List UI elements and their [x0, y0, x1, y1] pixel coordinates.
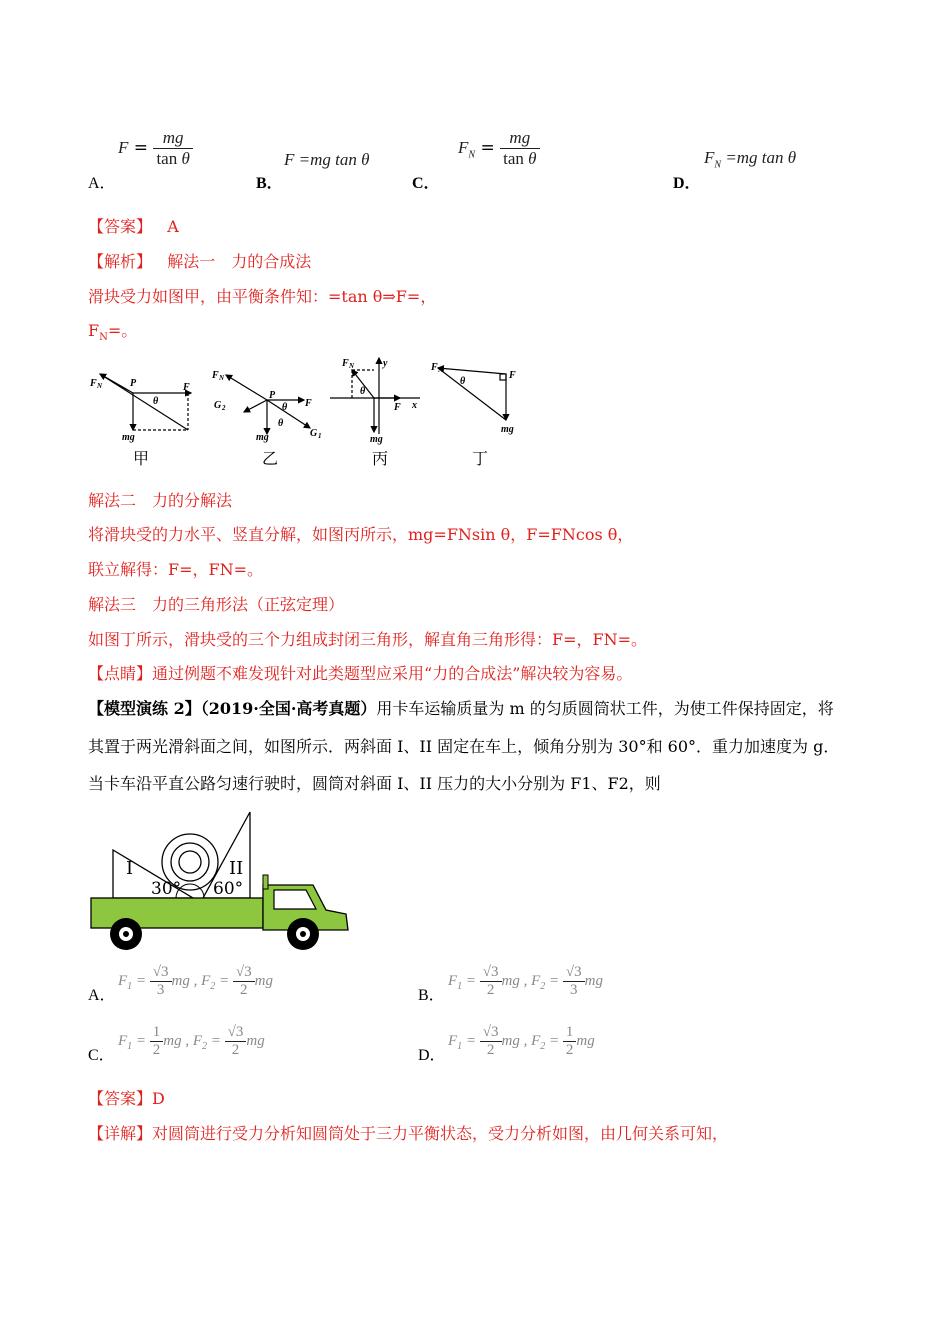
q2-option-c-label[interactable]: C．: [88, 1047, 115, 1064]
svg-text:N: N: [97, 382, 103, 390]
analysis-tag: 【解析】: [88, 252, 153, 271]
svg-text:mg: mg: [256, 432, 269, 443]
option-c-formula: $F_N$ = $\frac{mg}{\text{tan θ}}$: [458, 128, 540, 169]
svg-text:x: x: [412, 400, 417, 411]
figure-caption-ding: 丁: [472, 449, 489, 468]
q2-option-b-formula: $F_1$ = $\frac{√3}{2}$ mg , $F_2$ = $\frac{√3}{3}$ mg: [448, 964, 603, 998]
angle-label-30: 30°: [151, 879, 182, 899]
svg-text:2: 2: [222, 404, 226, 412]
svg-text:F: F: [183, 382, 190, 393]
option-b-formula: F =mg tan θ: [284, 150, 370, 169]
svg-text:θ: θ: [278, 418, 284, 429]
option-d-label[interactable]: D．: [673, 175, 701, 192]
method1-title: 解法一 力的合成法: [167, 252, 312, 271]
q2-option-a-label[interactable]: A．: [88, 987, 116, 1004]
solution-line-2: $F_N=$。: [88, 321, 138, 344]
force-diagrams: [86, 350, 536, 450]
figure-caption-yi: 乙: [262, 449, 279, 468]
q2-option-d-label[interactable]: D．: [418, 1047, 446, 1064]
svg-text:y: y: [383, 358, 388, 369]
svg-text:N: N: [438, 366, 444, 374]
q2-detail-line: [88, 1123, 728, 1145]
q2-line-1: [88, 698, 834, 720]
svg-text:P: P: [130, 378, 137, 389]
q2-answer-value: D: [152, 1089, 165, 1108]
svg-text:θ: θ: [282, 402, 288, 413]
svg-text:F: F: [305, 398, 312, 409]
svg-text:G: G: [214, 400, 222, 411]
q2-source: （2019·全国·高考真题）: [200, 699, 377, 718]
figure-caption-jia: 甲: [133, 449, 150, 468]
solution-line-5: 如图丁所示，滑块受的三个力组成封闭三角形，解直角三角形得：F=，FN=。: [88, 630, 648, 649]
solution-line-1: 滑块受力如图甲，由平衡条件知：=tan θ⇒F=，: [88, 287, 437, 306]
q2-detail-text: 对圆筒进行受力分析知圆筒处于三力平衡状态，受力分析如图，由几何关系可知，: [152, 1124, 729, 1143]
figure-caption-bing: 丙: [372, 449, 389, 468]
svg-text:F: F: [394, 402, 401, 413]
q2-text-1: 用卡车运输质量为 m 的匀质圆筒状工件，为使工件保持固定，将: [376, 699, 834, 718]
svg-text:mg: mg: [501, 424, 514, 435]
tip-tag: 【点睛】: [88, 664, 153, 683]
svg-text:F: F: [90, 378, 97, 389]
svg-text:mg: mg: [122, 432, 135, 443]
answer-value: A: [167, 217, 179, 236]
method2-title: 解法二 力的分解法: [88, 491, 233, 510]
q2-option-c-formula: $F_1$ = $\frac{1}{2}$ mg , $F_2$ = $\frac{√3}{2}$ mg: [118, 1024, 265, 1058]
svg-text:G: G: [310, 428, 318, 439]
svg-text:mg: mg: [370, 434, 383, 445]
ramp-label-i: I: [126, 858, 134, 879]
svg-text:F: F: [509, 370, 516, 381]
q2-answer-line: [88, 1088, 165, 1110]
tip-line: [88, 663, 632, 685]
svg-text:F: F: [342, 358, 349, 369]
option-a-label[interactable]: A．: [88, 175, 116, 192]
q2-option-a-formula: $F_1$ = $\frac{√3}{3}$ mg , $F_2$ = $\frac{√3}{2}$ mg: [118, 964, 273, 998]
svg-text:1: 1: [318, 432, 322, 440]
answer-tag: 【答案】: [88, 217, 153, 236]
option-a-formula: F = $\frac{mg}{\text{tan θ}}$: [118, 128, 193, 169]
svg-text:P: P: [269, 390, 276, 401]
ramp-label-ii: II: [229, 858, 244, 879]
svg-text:θ: θ: [153, 396, 159, 407]
svg-text:F: F: [431, 362, 438, 373]
svg-text:N: N: [349, 362, 355, 370]
q2-answer-tag: 【答案】: [88, 1089, 153, 1108]
q2-option-d-formula: $F_1$ = $\frac{√3}{2}$ mg , $F_2$ = $\frac{1}{2}$ mg: [448, 1024, 595, 1058]
analysis-line: [88, 251, 311, 273]
angle-label-60: 60°: [213, 879, 244, 899]
tip-text: 通过例题不难发现针对此类题型应采用“力的合成法”解决较为容易。: [152, 664, 633, 683]
option-c-label[interactable]: C．: [412, 175, 440, 192]
svg-text:θ: θ: [360, 386, 366, 397]
svg-text:N: N: [219, 374, 225, 382]
option-d-formula: $F_N =mg$ tan θ: [704, 148, 797, 171]
q2-tag: 【模型演练 2】: [88, 699, 201, 718]
svg-text:θ: θ: [460, 376, 466, 387]
answer-line: [88, 216, 179, 238]
svg-text:F: F: [212, 370, 219, 381]
q2-line-3: 当卡车沿平直公路匀速行驶时，圆筒对斜面 I、II 压力的大小分别为 F1、F2，则: [88, 774, 661, 793]
option-b-label[interactable]: B．: [256, 175, 283, 192]
q2-option-b-label[interactable]: B．: [418, 987, 445, 1004]
solution-line-3: 将滑块受的力水平、竖直分解，如图丙所示，mg=FNsin θ，F=FNcos θ，: [88, 525, 634, 544]
solution-line-4: 联立解得：F=，FN=。: [88, 560, 264, 579]
q2-detail-tag: 【详解】: [88, 1124, 153, 1143]
method3-title: 解法三 力的三角形法（正弦定理）: [88, 595, 345, 614]
q2-line-2: 其置于两光滑斜面之间，如图所示．两斜面 I、II 固定在车上，倾角分别为 30°和 60°．重力加速度为 g．: [88, 737, 840, 756]
